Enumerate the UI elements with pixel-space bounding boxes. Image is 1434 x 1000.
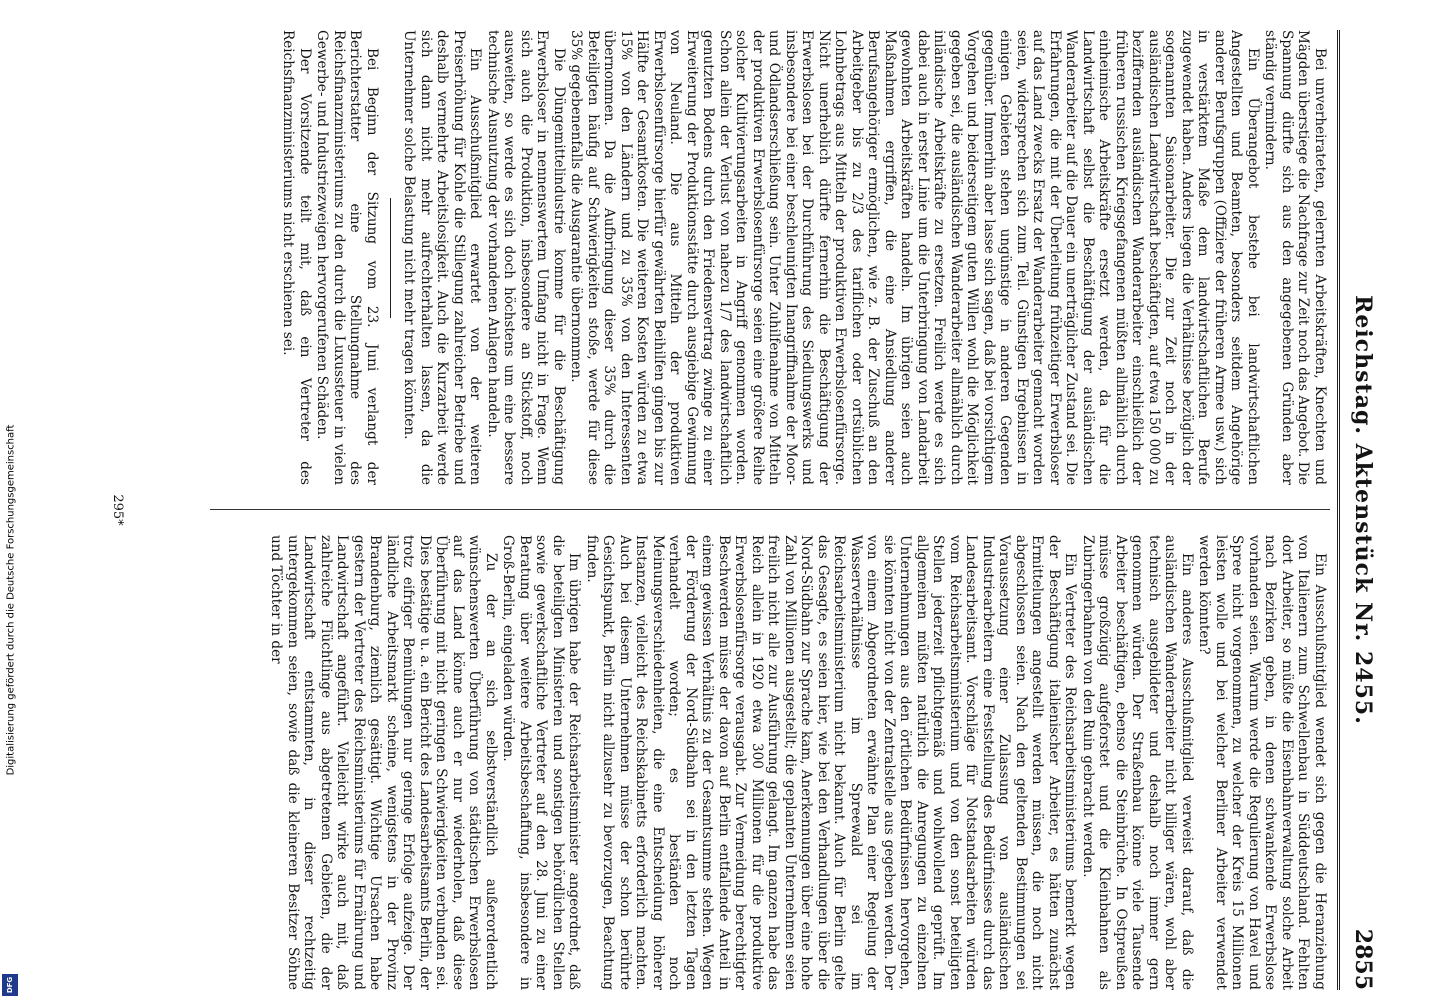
column-divider [210, 509, 1330, 510]
paragraph: Bei Beginn der Sitzung vom 23. Juni verlangt der Berichterstatter eine Stellungnahme des Reichsfinanzministeriums zu den durch die Luxussteuer in vielen Gewerbe- und Industriezweigen hervorgerufenen Schäden. [314, 30, 380, 485]
page-header [1337, 30, 1380, 990]
paragraph: Im übrigen habe der Reichsarbeitsminister angeordnet, daß die beteiligten Ministerien und sonstigen behördlichen Stellen sowie gewerkschaftliche Vertreter auf den 28. Juni zu einer Beratung über weitere Arbeitsbeschaffung, insbesondere in Groß-Berlin, eingeladen würden. [500, 535, 583, 990]
paragraph: Ein Ausschußmitglied erwartet von der weiteren Preiserhöhung für Kohle die Stillegung zahlreicher Betriebe und deshalb vermehrte Arbeitslosigkeit. Auch die Kurzarbeit werde sich dann nicht mehr aufrechterhalten lassen, da die Unternehmer solche Belastung nicht mehr tragen könnten. [401, 30, 484, 485]
text-column-left [158, 30, 1328, 485]
digitization-credit [0, 0, 22, 1000]
page-number: 2855 [1350, 928, 1376, 990]
paragraph: Ein Vertreter des Reichsarbeitsministeriums bemerkt wegen der Beschäftigung italienischer Arbeiter, es hätten zunächst Ermittelungen angestellt werden müssen, die noch nicht abgeschlossen seien. Nach den geltenden Bestimmungen sei Voraussetzung einer Zulassung von ausländischen Industriearbeitern eine Feststellung des Bedürfnisses durch das Landesarbeitsamt. Vorschläge für Notstandsarbeiten würden vom Reichsarbeitsministerium und von den sonst beteiligten Stellen jederzeit pflichtgemäß und wohlwollend geprüft. Im allgemeinen müßten natürlich die Anregungen zu einzelnen Unternehmungen aus den örtlichen Bedürfnissen hervorgehen, sie könnten nicht von der Zentralstelle aus gegeben werden. Der von einem Abgeordneten erwähnte Plan einer Regelung der Wasserverhältnisse im Spreewald sei im Reichsarbeitsministerium nicht bekannt. Auch für Berlin gelte das Gesagte, es seien hier, wie bei den Verhandlungen über die Nord-Südbahn zur Sprache kam, Anerkennungen über eine hohe Zahl von Millionen ausgestellt; die geplanten Unternehmen seien freilich nicht alle zur Ausführung gelangt. Im ganzen habe das Reich allein in 1920 etwa 300 Millionen für die produktive Erwerbslosenfürsorge verausgabt. Zur Vermeidung berechtigter Beschwerden müsse der davon auf Berlin entfallende Anteil in einem gewissen Verhältnis zu der Gesamtsumme stehen. Wegen der Förderung der Nord-Südbahn sei in den letzten Tagen verhandelt worden; es beständen noch Meinungsverschiedenheiten, die eine Entscheidung höherer Instanzen, vielleicht des Reichskabinetts erforderlich machten. Auch bei diesem Unternehmen müsse der schon berührte Gesichtspunkt, Berlin nicht allzusehr zu bevorzugen, Beachtung finden. [584, 535, 1079, 990]
rotated-page-content [100, 30, 1390, 990]
paragraph: Der Vorsitzende teilt mit, daß ein Vertreter des Reichsfinanzministeriums nicht erschienen sei. [280, 30, 313, 485]
section-separator [390, 198, 391, 318]
scanned-page [100, 30, 1400, 990]
text-column-right [158, 535, 1328, 990]
sheet-signature: 295* [110, 494, 125, 526]
paragraph: Zu der an sich selbstverständlich außerordentlich wünschenswerten Überführung von städtischen Erwerbslosen auf das Land könne auch er nur wiederholen, daß diese Überführung mit nicht geringen Schwierigkeiten verbunden sei. Dies bestätige u. a. ein Bericht des Landesarbeitsamts Berlin, der trotz eifriger Bemühungen nur geringe Erfolge aufzeige. Der ländliche Arbeitsmarkt scheine, wenigstens in der Provinz Brandenburg, ziemlich gesättigt. Wichtige Ursachen habe gestern der Vertreter des Reichsministeriums für Ernährung und Landwirtschaft angeführt. Vielleicht wirke auch mit, daß zahlreiche Flüchtlinge aus abgetretenen Gebieten, die der Landwirtschaft entstammten, in dieser rechtzeitig untergekommen seien, sowie daß die kleineren Besitzer Söhne und Töchter in der [268, 535, 499, 990]
dfg-logo-text: DFG [6, 976, 14, 994]
paragraph: Die Düngemittelindustrie komme für die Beschäftigung Erwerbsloser in nennenswertem Umfang nicht in Frage. Wenn sich auch die Produktion, insbesondere an Stickstoff, noch ausweiten, so werde es sich doch höchstens um eine bessere technische Ausnutzung der vorhandenen Anlagen handeln. [485, 30, 567, 485]
credit-text: Digitalisierung gefördert durch die Deutsche Forschungsgemeinschaft [5, 424, 17, 776]
page-title: Reichstag. Aktenstück Nr. 2455. [1350, 295, 1376, 725]
paragraph: Bei unverheirateten, gelernten Arbeitskräften, Knechten und Mägden überstiege die Nachfrage zur Zeit noch das Angebot. Die Spannung dürfte sich aus den angegebenen Gründen aber ständig vermindern. [1262, 30, 1328, 485]
paragraph: Ein anderes Ausschußmitglied verweist darauf, daß die ausländischen Wanderarbeiter nicht billiger wären, wohl aber technisch ausgebildeter und deshalb noch immer gern genommen würden. Der Straßenbau könne viele Tausende Arbeiter beschäftigen, ebenso die Steinbrüche. In Ostpreußen müsse großzügig aufgeforstet und die Kleinbahnen als Zubringerbahnen von den Ruin gebracht werden. [1080, 535, 1195, 990]
paragraph: Ein Überangebot bestehe bei landwirtschaftlichen Angestellten und Beamten, besonders seitdem Angehörige anderer Berufsgruppen (Offiziere der früheren Armee usw.) sich in verstärktem Maße dem landwirtschaftlichen Berufe zugewendet haben. Anders liegen die Verhältnisse bezüglich der sogenannten Saisonarbeiter. Die zur Zeit noch in der ausländischen Landwirtschaft beschäftigten, auf etwa 150 000 zu beziffernden ausländischen Wanderarbeiter einschließlich der früheren russischen Kriegsgefangenen müßten allmählich durch einheimische Arbeitskräfte ersetzt werden, da für die Landwirtschaft selbst die Beschäftigung der ausländischen Wanderarbeiter auf die Dauer ein unerträglicher Zustand sei. Die Erfahrungen, die mit der Überleitung frühzeitiger Erwerbsloser auf das Land zwecks Ersatz der Wanderarbeiter gemacht worden seien, widersprechen sich zum Teil. Günstigen Ergebnissen in einigen Gebieten stehen ungünstige in anderen Gegenden gegenüber. Immerhin aber lasse sich sagen, daß bei vorsichtigem Vorgehen und beiderseitigem guten Willen wohl die Möglichkeit gegeben sei, die ausländischen Wanderarbeiter allmählich durch inländische Arbeitskräfte zu ersetzen. Freilich werde es sich dabei auch in erster Linie um die Unterbringung von Landarbeit gewohnten Arbeitskräften handeln. Im übrigen seien auch Maßnahmen ergriffen, die eine Ansiedlung anderer Berufsangehöriger ermöglichen, wie z. B. der Zuschuß an den Arbeitgeber bis zu 2/3 des tariflichen oder ortsüblichen Lohnbetrags aus Mitteln der produktiven Erwerbslosenfürsorge. Nicht unerheblich dürfte fernerhin die Beschäftigung der Erwerbslosen bei der Durchführung des Siedlungswerks und insbesondere bei einer beschleunigten Inangriffnahme der Moor- und Ödlandserschließung sein. Unter Zuhilfenahme von Mitteln der produktiven Erwerbslosenfürsorge seien eine größere Reihe solcher Kultivierungsarbeiten in Angriff genommen worden. Schon allein der Verlust von nahezu 1/7 des landwirtschaftlich genutzten Bodens durch den Friedensvertrag zwinge zu einer Erweiterung der Produktionsstätte durch ausgiebige Gewinnung von Neuland. Die aus Mitteln der produktiven Erwerbslosenfürsorge hierfür gewährten Beihilfen gingen bis zur Hälfte der Gesamtkosten. Die weiteren Kosten würden zu etwa 15% von den Ländern und zu 35% von den Interessenten übernommen. Da die Aufbringung dieser 35% durch die Beteiligten häufig auf Schwierigkeiten stoße, werde für diese 35% gegebenenfalls die Ausgarantie übernommen. [568, 30, 1261, 485]
paragraph: Ein Ausschußmitglied wendet sich gegen die Heranziehung von Italienern zum Schwellenbau in Süddeutschland. Fehlten dort Arbeiter, so müßte die Eisenbahnverwaltung solche Arbeit nach Bezirken geben, in denen schwankende Erwerbslose vorhanden seien. Warum werde die Regulierung von Havel und Spree nicht vorgenommen, zu welcher der Kreis 15 Millionen leisten wolle und bei welcher Berliner Arbeiter verwendet werden könnten? [1196, 535, 1328, 990]
dfg-logo [2, 974, 18, 996]
